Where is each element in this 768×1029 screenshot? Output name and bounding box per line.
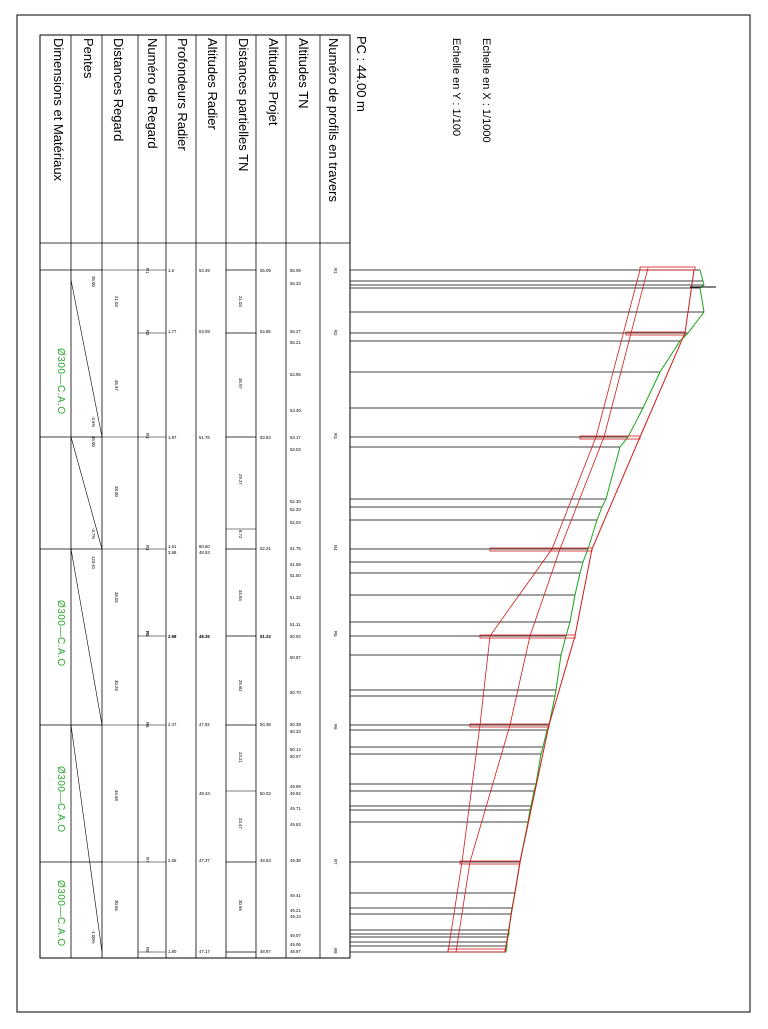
pente-value: -3.7% [91,528,96,540]
profondeur-value: 1.87 [168,435,177,440]
regard-number: R2 [145,330,150,336]
tn-value: 49.21 [290,908,301,913]
tn-value: 50.70 [290,690,301,695]
dist-tn-value: 34.84 [238,590,243,601]
material-label: Ø300—C.A.O [55,348,66,415]
pente-value: -1.00% [91,930,96,944]
dist-tn-value: 23.47 [238,818,243,829]
tn-value: 53.17 [290,435,301,440]
dist-regard-value: 36.97 [114,380,119,391]
row-label-numero-regard: Numéro de Regard [145,38,160,149]
tn-value: 49.92 [290,791,301,796]
row-label-distances-regard: Distances Regard [111,38,126,142]
dist-regard-value: 46.68 [114,790,119,801]
profil-number: R1 [333,268,338,274]
tn-value: 55.27 [290,329,301,334]
projet-value: 53.83 [260,435,271,440]
radier-value: 48.43 [199,791,210,796]
regard-number: R1 [145,268,150,274]
profil-number: R2 [333,330,338,336]
row-label-pentes: Pentes [81,38,96,79]
row-label-altitudes-radier: Altitudes Radier [205,38,220,130]
dist-tn-value: 30.66 [238,900,243,911]
material-label: Ø300—C.A.O [55,766,66,833]
profil-number: R7 [333,859,338,865]
tn-value: 50.39 [290,722,301,727]
tn-value: 51.32 [290,595,301,600]
tn-value: 55.21 [290,340,301,345]
pipe-top-line [456,268,648,952]
tn-value: 50.87 [290,655,301,660]
scale-x-label: Echelle en X : 1/1000 [480,38,492,143]
dist-tn-value: 23.21 [238,752,243,763]
pente-value: 36.00 [91,276,96,287]
slope-diagonal [71,437,102,549]
radier-value: 48.53 [199,550,210,555]
dist-regard-value: 21.03 [114,296,119,307]
table-frame [40,35,350,958]
dist-regard-value: 38.02 [114,592,119,603]
projet-value: 51.33 [260,634,271,639]
profil-number: R5 [333,631,338,637]
dist-regard-value: 38.00 [114,486,119,497]
tn-value: 52.04 [290,520,301,525]
material-label: Ø300—C.A.O [55,880,66,947]
row-label-profils: Numéro de profils en travers [326,38,341,203]
tn-value: 55.09 [290,268,301,273]
profil-number: R6 [333,724,338,730]
row-label-altitudes-projet: Altitudes Projet [266,38,281,126]
tn-value: 50.92 [290,634,301,639]
profondeur-value: 1.80 [168,949,177,954]
profil-number: R4 [333,545,338,551]
regard-number: R8 [145,947,150,953]
regard-number: R4 [145,545,150,551]
tn-value: 51.58 [290,562,301,567]
tn-value: 48.97 [290,949,301,954]
profondeur-value: 2.06 [168,858,177,863]
material-label: Ø300—C.A.O [55,600,66,667]
pc-reference-label: PC : 44.00 m [354,36,369,112]
tn-value: 55.33 [290,281,301,286]
slope-diagonal [71,549,102,725]
regard-number: R3 [145,433,150,439]
slope-diagonal [71,280,102,437]
manhole-box [490,548,592,551]
radier-value: 53.09 [199,329,210,334]
tn-value: 49.71 [290,806,301,811]
projet-value: 48.97 [260,949,271,954]
tn-value: 50.33 [290,729,301,734]
profondeur-value: 3.68 [168,550,177,555]
dist-tn-value: 21.03 [238,296,243,307]
profondeur-value: 1.6 [168,268,174,273]
regard-number: R5 [145,631,150,637]
projet-value: 52.21 [260,546,271,551]
dist-regard-value: 30.66 [114,900,119,911]
tn-value: 53.03 [290,447,301,452]
manhole-box [580,436,640,439]
tn-value: 51.50 [290,573,301,578]
slope-diagonal [71,725,102,952]
tn-value: 49.06 [290,942,301,947]
tn-value: 49.63 [290,822,301,827]
tn-value: 49.38 [290,858,301,863]
radier-value: 53.49 [199,268,210,273]
dist-regard-value: 30.28 [114,680,119,691]
profondeur-value: 2.47 [168,722,177,727]
tn-value: 51.11 [290,622,301,627]
profondeur-value: 2.98 [168,634,177,639]
radier-value: 48.35 [199,634,210,639]
dist-tn-value: 25.60 [238,680,243,691]
tn-value: 50.14 [290,747,301,752]
row-label-distances-partielles-tn: Distances partielles TN [236,38,251,172]
projet-value: 54.85 [260,329,271,334]
page-frame [17,15,750,1012]
tn-value: 49.99 [290,784,301,789]
tn-value: 49.13 [290,914,301,919]
dist-tn-value: 29.27 [238,474,243,485]
radier-value: 50.60 [199,544,210,549]
tn-value: 51.75 [290,546,301,551]
tn-value: 50.07 [290,754,301,759]
row-label-dimensions-materiaux: Dimensions et Matériaux [51,38,66,182]
projet-value: 49.53 [260,858,271,863]
tn-value: 53.49 [290,408,301,413]
tn-value: 49.41 [290,893,301,898]
tn-value: 52.30 [290,499,301,504]
manhole-box [480,635,575,638]
pente-value: -3.6% [91,416,96,428]
projet-value: 50.03 [260,791,271,796]
radier-value: 47.37 [199,858,210,863]
pente-value: 36.00 [91,436,96,447]
radier-value: 47.17 [199,949,210,954]
tn-value: 52.20 [290,507,301,512]
tn-value: 53.95 [290,372,301,377]
tn-value: 49.07 [290,933,301,938]
dist-tn-value: 8.72 [238,530,243,539]
regard-number: R6 [145,722,150,728]
pente-value: 123.61 [91,556,96,570]
projet-value: 50.39 [260,722,271,727]
manhole-box [626,332,685,335]
scale-y-label: Echelle en Y : 1/100 [450,38,462,137]
radier-value: 51.76 [199,435,210,440]
projet-value: 55.09 [260,268,271,273]
profondeur-value: 1.61 [168,544,177,549]
dist-tn-value: 36.97 [238,378,243,389]
radier-value: 47.92 [199,722,210,727]
profondeur-value: 1.77 [168,329,177,334]
profil-number: R8 [333,948,338,954]
row-label-profondeurs-radier: Profondeurs Radier [175,38,190,151]
manhole-box [460,861,520,864]
row-label-altitudes-tn: Altitudes TN [296,38,311,109]
regard-number: R7 [145,857,150,863]
profil-number: R3 [333,433,338,439]
